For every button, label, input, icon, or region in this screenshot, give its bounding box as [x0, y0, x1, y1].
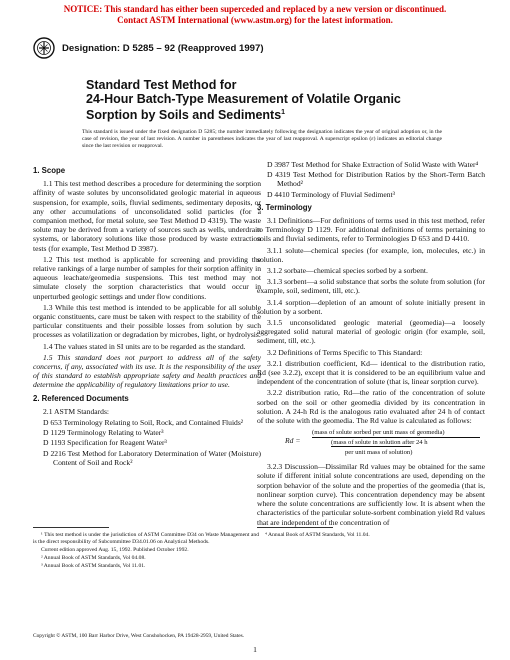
copyright: Copyright © ASTM, 100 Barr Harbor Drive, West Conshohocken, PA 19428-2959, United States.	[33, 633, 245, 639]
section-3-1-5: 3.1.5 unconsolidated geologic material (geomedia)—a loosely aggregated solid natural material of geologic origin (for example, soil, sediment, till, etc.).	[257, 318, 485, 346]
right-column	[257, 160, 485, 529]
title-line-3-text: Sorption by Soils and Sediments	[86, 108, 282, 123]
footnotes-left	[33, 532, 259, 571]
section-3-1-2: 3.1.2 sorbate—chemical species sorbed by a sorbent.	[267, 266, 428, 276]
reference-d1129: D 1129 Terminology Relating to Water³	[43, 428, 164, 438]
footnote-1: ¹ This test method is under the jurisdiction of ASTM Committee D34 on Waste Management and is the direct responsibility of Subcommittee D34.01.06 on Analytical Methods.	[33, 532, 259, 545]
section-1-4: 1.4 The values stated in SI units are to be regarded as the standard.	[43, 341, 246, 351]
formula-lhs: Rd =	[285, 436, 301, 446]
reference-d2216: D 2216 Test Method for Laboratory Determination of Water (Moisture) Content of Soil and Rock²	[43, 448, 261, 467]
section-3-2: 3.2 Definitions of Terms Specific to This Standard:	[267, 347, 423, 357]
formula-denominator-rule	[331, 446, 411, 447]
footnote-4: ⁴ Annual Book of ASTM Standards, Vol 11.04.	[265, 532, 370, 538]
footnote-rule-right	[257, 527, 333, 528]
footnote-3: ³ Annual Book of ASTM Standards, Vol 11.01.	[41, 563, 146, 569]
title-line-2: 24-Hour Batch-Type Measurement of Volatile Organic	[86, 91, 401, 106]
astm-logo-icon	[33, 37, 55, 59]
section-3-2-3: 3.2.3 Discussion—Dissimilar Rd values may be obtained for the same solute if different initial solute concentrations are used, depending on the sorption behavior of the solute and the properties of the geomedia (that is, nonlinear sorption curve). This concentration dependency may be absent where the solute concentrations are sufficiently low. It is absent when the characteristics of the particular solute-sorbent combination yield Rd values that are independent of the concentration of	[257, 462, 485, 527]
section-3-2-1: 3.2.1 distribution coefficient, Kd— identical to the distribution ratio, Rd (see 3.2.2), except that it is considered to be an equilibrium value and independent of the concentration of solute (that is, linear sorption curve).	[257, 358, 485, 387]
supersede-notice-line1: NOTICE: This standard has either been superceded and replaced by a new version or discontinued.	[63, 4, 447, 14]
title-line-3	[86, 106, 426, 123]
designation: Designation: D 5285 – 92 (Reapproved 1997)	[62, 43, 264, 54]
footnote-rule-left	[33, 527, 109, 528]
reference-d4410: D 4410 Terminology of Fluvial Sediment³	[267, 189, 395, 199]
page-number: 1	[253, 645, 257, 654]
section-1-2: 1.2 This test method is applicable for screening and providing the relative rankings of a large number of samples for their sorption affinity in aqueous leachate/geomedia suspensions. This test method may not simulate closely the sorption characteristics that would occur in unperturbed geologic settings and under flow conditions.	[33, 254, 261, 301]
footnote-2: ² Annual Book of ASTM Standards, Vol 04.08.	[41, 555, 146, 561]
section-3-1-4: 3.1.4 sorption—depletion of an amount of solute initially present in solution by a sorbent.	[257, 297, 485, 316]
section-1-1: 1.1 This test method describes a procedure for determining the sorption affinity of waste solutes by unconsolidated geologic material in aqueous suspension, for example, soils, fluvial sediments, sedimentary deposits, or any other accumulations of unconsolidated solid particles (for a companion method, for metal solute, see Test Method D 4319). The waste solute may be derived from a variety of sources such as wells, underdrain systems, or laboratory solutions like those produced by waste extraction tests (for example, Test Method D 3987).	[33, 179, 261, 253]
reference-d1193: D 1193 Specification for Reagent Water³	[43, 438, 167, 448]
reference-d4319: D 4319 Test Method for Distribution Ratios by the Short-Term Batch Method²	[267, 170, 485, 189]
formula-denominator: (mass of solute in solution after 24 h	[331, 439, 428, 447]
referenced-documents-heading: 2. Referenced Documents	[33, 393, 129, 403]
title-line-1: Standard Test Method for	[86, 78, 237, 92]
issued-note: This standard is issued under the fixed designation D 5285; the number immediately following the designation indicates the year of original adoption or, in the case of revision, the year of last revision. A number in parentheses indicates the year of last reapproval. A superscript epsilon (ε) indicates an editorial change since the last revision or reapproval.	[82, 129, 442, 149]
section-1-5	[33, 353, 261, 390]
footnote-current-edition: Current edition approved Aug. 15, 1992. Published October 1992.	[41, 547, 189, 553]
section-1-5-text: 1.5 This standard does not purport to address all of the safety concerns, if any, associated with its use. It is the responsibility of the user of this standard to establish appropriate safety and health practices and determine the applicability of regulatory limitations prior to use.	[33, 352, 261, 390]
reference-d653: D 653 Terminology Relating to Soil, Rock, and Contained Fluids²	[43, 418, 244, 428]
rd-formula	[257, 428, 485, 458]
title-footnote-mark: 1	[281, 109, 286, 116]
section-3-1-1: 3.1.1 solute—chemical species (for example, ion, molecules, etc.) in solution.	[257, 245, 485, 264]
supersede-notice-line2: Contact ASTM International (www.astm.org) for the latest information.	[117, 15, 393, 25]
section-3-1: 3.1 Definitions—For definitions of terms used in this test method, refer to Terminology D 1129. For additional definitions of terms pertaining to soils and fluvial sediments, refer to Terminologies D 653 and D 4410.	[257, 216, 485, 244]
astm-standards-intro: 2.1 ASTM Standards:	[43, 406, 110, 416]
section-3-2-2: 3.2.2 distribution ratio, Rd—the ratio of the concentration of solute sorbed on the soil or other geomedia divided by its concentration in solution. A 24-h Rd is the analogous ratio evaluated after 24 h of contact of the solute with the geomedia. The Rd value is calculated as follows:	[257, 388, 485, 426]
section-3-1-3: 3.1.3 sorbent—a solid substance that sorbs the solute from solution (for example, soil, sediment, till, etc.).	[257, 277, 485, 296]
formula-numerator: (mass of solute sorbed per unit mass of geomedia)	[312, 429, 445, 437]
terminology-heading: 3. Terminology	[257, 202, 312, 212]
footnotes-right	[257, 532, 483, 540]
scope-heading: 1. Scope	[33, 166, 66, 175]
left-column	[33, 162, 261, 468]
section-1-3: 1.3 While this test method is intended to be applicable for all soluble organic constituents, care must be taken with respect to the stability of the particular constituents and their possible losses from solution by such processes as volatilization or degradation by microbes, light, or hydrolysis.	[33, 302, 261, 340]
formula-denominator-2: per unit mass of solution)	[345, 449, 413, 457]
reference-d3987: D 3987 Test Method for Shake Extraction of Solid Waste with Water⁴	[267, 160, 479, 169]
document-title	[86, 79, 426, 123]
